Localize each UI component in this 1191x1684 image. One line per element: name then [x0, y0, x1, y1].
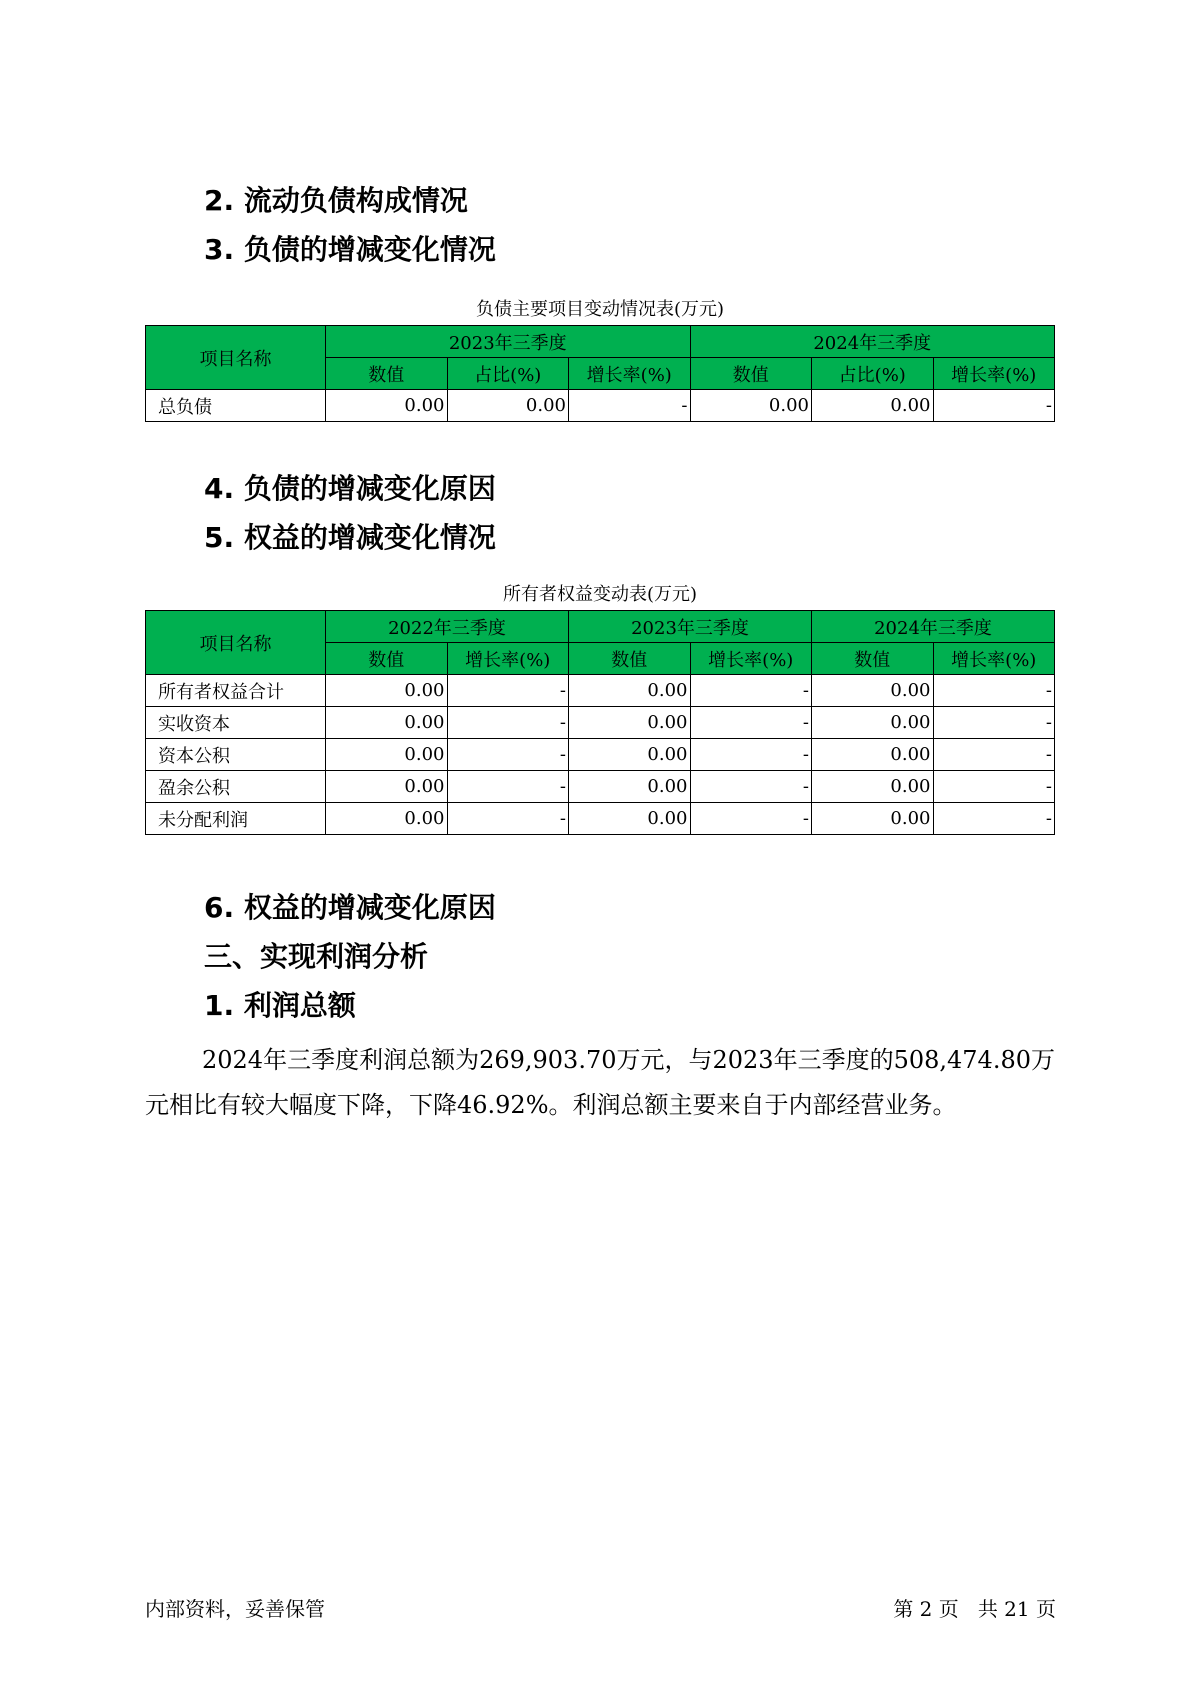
table-row — [146, 771, 1055, 803]
heading-equity-change-reason: 6. 权益的增减变化原因 — [204, 891, 496, 924]
table-cell: 0.00 — [569, 771, 691, 803]
table-cell: 0.00 — [326, 675, 448, 707]
table-cell: 0.00 — [569, 707, 691, 739]
heading-liability-change: 3. 负债的增减变化情况 — [204, 233, 496, 266]
table-row — [146, 739, 1055, 771]
footer-confidential-note: 内部资料，妥善保管 — [145, 1597, 325, 1621]
row-label: 资本公积 — [146, 739, 326, 771]
row-label: 盈余公积 — [146, 771, 326, 803]
row-label: 未分配利润 — [146, 803, 326, 835]
heading-liability-change-reason: 4. 负债的增减变化原因 — [204, 472, 496, 505]
table-cell: 0.00 — [569, 803, 691, 835]
heading-profit-analysis: 三、实现利润分析 — [204, 940, 429, 973]
period-header: 2023年三季度 — [326, 326, 691, 358]
column-header: 增长率(%) — [933, 358, 1055, 390]
table-cell: - — [690, 675, 812, 707]
table-cell: - — [447, 739, 569, 771]
table-cell: - — [447, 675, 569, 707]
column-header: 增长率(%) — [569, 358, 691, 390]
column-header: 增长率(%) — [447, 643, 569, 675]
footer-page-number: 第 2 页 共 21 页 — [893, 1597, 1056, 1621]
table-cell: 0.00 — [812, 390, 934, 422]
table-cell: 0.00 — [326, 707, 448, 739]
column-header: 数值 — [569, 643, 691, 675]
table-cell: 0.00 — [812, 675, 934, 707]
table-cell: 0.00 — [326, 739, 448, 771]
table-cell: - — [690, 739, 812, 771]
table-cell: 0.00 — [447, 390, 569, 422]
table-cell: - — [447, 707, 569, 739]
table-row — [146, 803, 1055, 835]
table-cell: 0.00 — [812, 771, 934, 803]
column-header: 数值 — [690, 358, 812, 390]
period-header: 2024年三季度 — [812, 611, 1055, 643]
column-header: 占比(%) — [812, 358, 934, 390]
table-row — [146, 675, 1055, 707]
liability-table — [145, 325, 1055, 422]
item-name-header: 项目名称 — [146, 611, 326, 675]
table-cell: 0.00 — [326, 803, 448, 835]
table-cell: - — [933, 803, 1055, 835]
table-row — [146, 707, 1055, 739]
period-header: 2024年三季度 — [690, 326, 1055, 358]
heading-total-profit: 1. 利润总额 — [204, 989, 356, 1022]
table-cell: - — [933, 739, 1055, 771]
table-cell: 0.00 — [812, 803, 934, 835]
table-row — [146, 390, 1055, 422]
table-cell: - — [933, 771, 1055, 803]
column-header: 数值 — [326, 358, 448, 390]
row-label: 所有者权益合计 — [146, 675, 326, 707]
period-header: 2023年三季度 — [569, 611, 812, 643]
column-header: 占比(%) — [447, 358, 569, 390]
equity-table — [145, 610, 1055, 835]
column-header: 增长率(%) — [690, 643, 812, 675]
column-header: 增长率(%) — [933, 643, 1055, 675]
table-cell: 0.00 — [569, 675, 691, 707]
liability-table-caption: 负债主要项目变动情况表(万元) — [475, 299, 725, 320]
table-cell: - — [569, 390, 691, 422]
heading-current-liabilities: 2. 流动负债构成情况 — [204, 184, 468, 217]
table-cell: - — [447, 771, 569, 803]
table-cell: 0.00 — [569, 739, 691, 771]
row-label: 总负债 — [146, 390, 326, 422]
table-cell: - — [933, 675, 1055, 707]
equity-table-caption: 所有者权益变动表(万元) — [502, 584, 698, 605]
table-cell: 0.00 — [690, 390, 812, 422]
table-cell: - — [690, 803, 812, 835]
table-cell: - — [447, 803, 569, 835]
table-cell: 0.00 — [812, 739, 934, 771]
period-header: 2022年三季度 — [326, 611, 569, 643]
item-name-header: 项目名称 — [146, 326, 326, 390]
profit-paragraph-text: 2024年三季度利润总额为269,903.70万元，与2023年三季度的508,474.80万元相比有较大幅度下降，下降46.92%。利润总额主要来自于内部经营业务。 — [145, 1046, 1055, 1119]
table-cell: - — [933, 707, 1055, 739]
table-cell: - — [933, 390, 1055, 422]
column-header: 数值 — [326, 643, 448, 675]
table-cell: 0.00 — [326, 771, 448, 803]
table-cell: - — [690, 707, 812, 739]
row-label: 实收资本 — [146, 707, 326, 739]
heading-equity-change: 5. 权益的增减变化情况 — [204, 521, 496, 554]
column-header: 数值 — [812, 643, 934, 675]
table-cell: 0.00 — [326, 390, 448, 422]
table-cell: 0.00 — [812, 707, 934, 739]
table-cell: - — [690, 771, 812, 803]
profit-paragraph — [145, 1038, 1055, 1128]
